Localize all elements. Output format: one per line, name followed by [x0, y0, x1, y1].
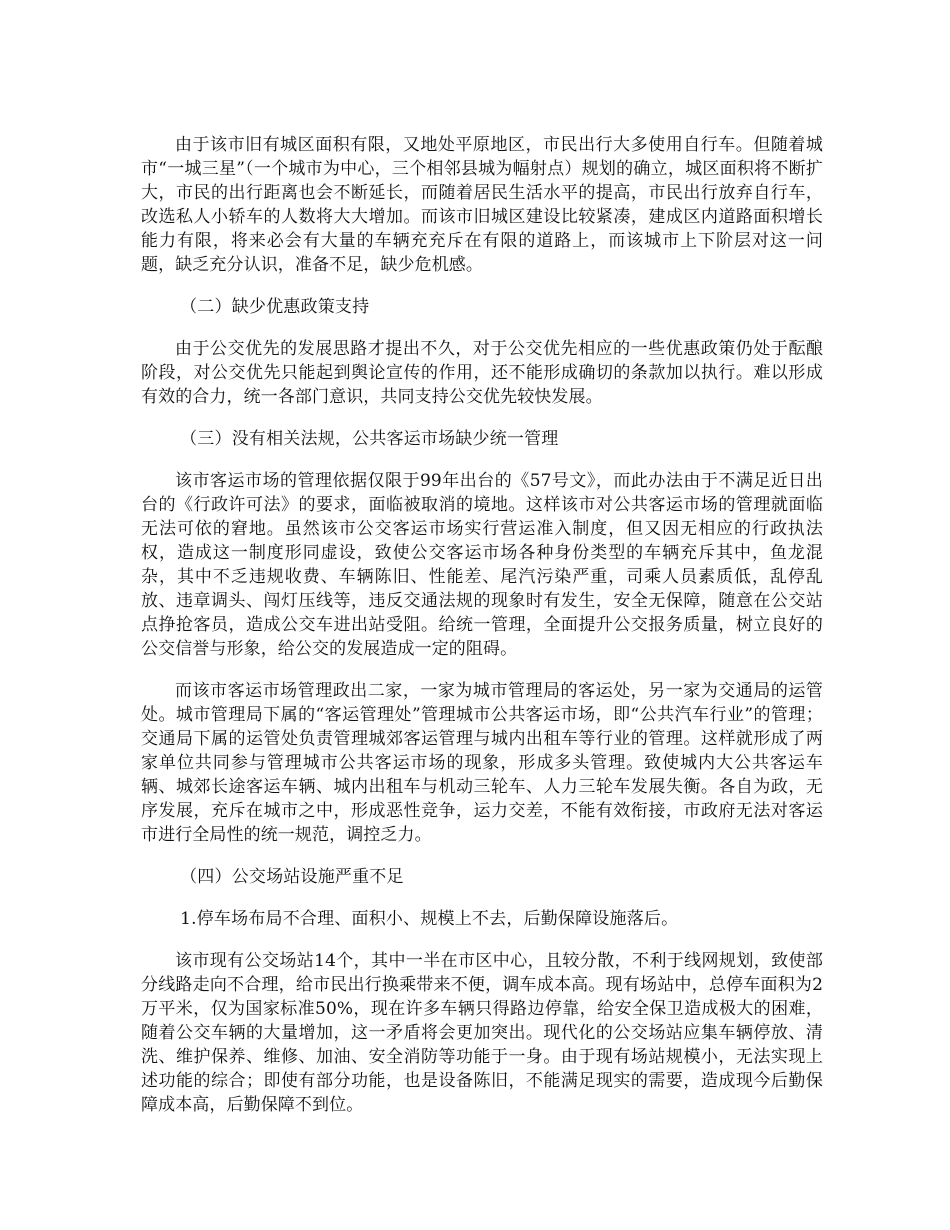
section-heading-facilities: （四）公交场站设施严重不足 — [180, 867, 404, 887]
paragraph-market-management: 该市客运市场的管理依据仅限于99年出台的《57号文》，而此办法由于不满足近日出台的《行政许可法》的要求，面临被取消的境地。这样该市对公共客运市场的管理就面临无法可依的窘地。虽然该市公交客运市场实行营运准入制度，但又因无相应的行政执法权，造成这一制度形同虚设，致使公交客运市场各种身份类型的车辆充斥其中，鱼龙混杂，其中不乏违规收费、车辆陈旧、性能差、尾汽污染严重，司乘人员素质低，乱停乱放、违章调头、闯灯压线等，违反交通法规的现象时有发生，安全无保障，随意在公交站点挣抢客员，造成公交车进出站受阻。给统一管理，全面提升公交报务质量，树立良好的公交信誉与形象，给公交的发展造成一定的阻碍。 — [141, 471, 823, 659]
spacer — [141, 319, 823, 337]
spacer — [141, 847, 823, 865]
spacer — [141, 661, 823, 679]
paragraph-dual-management: 而该市客运市场管理政出二家，一家为城市管理局的客运处，另一家为交通局的运管处。城市管理局下属的“客运管理处”管理城市公共客运市场，即“公共汽车行业”的管理；交通局下属的运管处负责管理城郊客运管理与城内出租车等行业的管理。这样就形成了两家单位共同参与管理城市公共客运市场的现象，形成多头管理。致使城内大公共客运车辆、城郊长途客运车辆、城内出租车与机动三轮车、人力三轮车发展失衡。各自为政，无序发展，充斥在城市之中，形成恶性竞争，运力交差，不能有效衔接，市政府无法对客运市进行全局性的统一规范，调控乏力。 — [141, 681, 823, 845]
paragraph-city-background: 由于该市旧有城区面积有限，又地处平原地区，市民出行大多使用自行车。但随着城市“一城三星”（一个城市为中心，三个相邻县城为幅射点）规划的确立，城区面积将不断扩大，市民的出行距离也会不断延长，而随着居民生活水平的提高，市民出行放弃自行车，改选私人小轿车的人数将大大增加。而该市旧城区建设比较紧凑，建成区内道路面积增长能力有限，将来必会有大量的车辆充充斥在有限的道路上，而该城市上下阶层对这一问题，缺乏充分认识，准备不足，缺少危机感。 — [141, 135, 823, 275]
section-heading-policy-support: （二）缺少优惠政策支持 — [180, 297, 370, 317]
spacer — [141, 931, 823, 949]
paragraph-policy-support: 由于公交优先的发展思路才提出不久，对于公交优先相应的一些优惠政策仍处于酝酿阶段，对公交优先只能起到舆论宣传的作用，还不能形成确切的条款加以执行。难以形成有效的合力，统一各部门意识，共同支持公交优先较快发展。 — [141, 339, 823, 407]
spacer — [141, 451, 823, 469]
section-heading-regulation: （三）没有相关法规，公共客运市场缺少统一管理 — [180, 429, 559, 449]
subheading-parking-layout: 1.停车场布局不合理、面积小、规模上不去，后勤保障设施落后。 — [180, 909, 679, 929]
spacer — [141, 409, 823, 427]
spacer — [141, 889, 823, 907]
paragraph-station-details: 该市现有公交场站14个，其中一半在市区中心，且较分散，不利于线网规划，致使部分线路走向不合理，给市民出行换乘带来不便，调车成本高。现有场站中，总停车面积为2万平米，仅为国家标准50%，现在许多车辆只得路边停靠，给安全保卫造成极大的困难，随着公交车辆的大量增加，这一矛盾将会更加突出。现代化的公交场站应集车辆停放、清洗、维护保养、维修、加油、安全消防等功能于一身。由于现有场站规模小，无法实现上述功能的综合；即使有部分功能，也是设备陈旧，不能满足现实的需要，造成现今后勤保障成本高，后勤保障不到位。 — [141, 951, 823, 1115]
spacer — [141, 277, 823, 295]
document-body — [141, 133, 823, 1117]
